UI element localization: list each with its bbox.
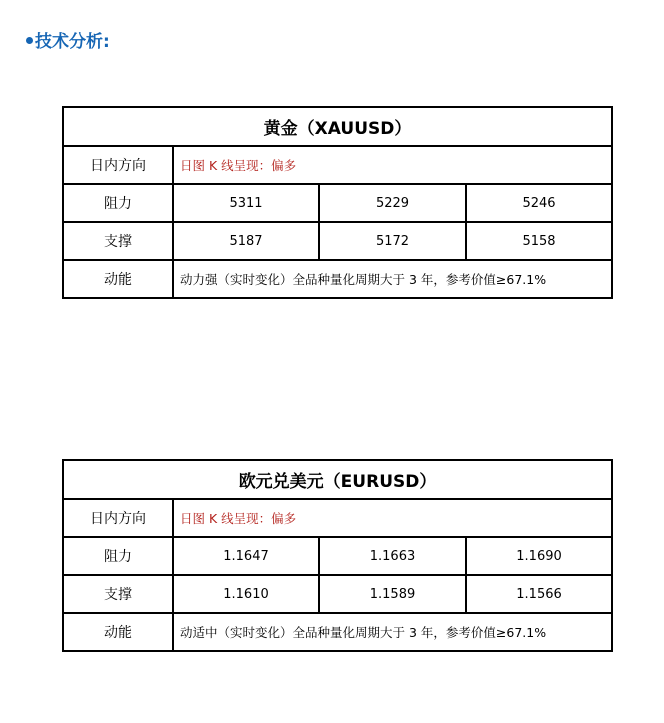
- direction-value: 日图 K 线呈现：偏多: [173, 499, 612, 537]
- table-row-resistance: [63, 184, 612, 222]
- row-label-support: 支撑: [63, 575, 173, 613]
- table-row-momentum: [63, 260, 612, 298]
- table-row-momentum: [63, 613, 612, 651]
- resistance-value-1: 1.1647: [173, 537, 319, 575]
- table-title: 欧元兑美元（EURUSD）: [63, 460, 612, 499]
- support-value-3: 1.1566: [466, 575, 612, 613]
- row-label-direction: 日内方向: [63, 146, 173, 184]
- row-label-direction: 日内方向: [63, 499, 173, 537]
- resistance-value-1: 5311: [173, 184, 319, 222]
- table-row-direction: [63, 499, 612, 537]
- section-heading: [26, 31, 110, 53]
- support-value-1: 5187: [173, 222, 319, 260]
- row-label-resistance: 阻力: [63, 184, 173, 222]
- row-label-resistance: 阻力: [63, 537, 173, 575]
- section-heading-text: 技术分析:: [35, 32, 110, 52]
- support-value-2: 5172: [319, 222, 466, 260]
- table-title-row: [63, 460, 612, 499]
- momentum-value: 动适中（实时变化）全品种量化周期大于 3 年，参考价值≥67.1%: [173, 613, 612, 651]
- table-row-support: [63, 222, 612, 260]
- support-value-3: 5158: [466, 222, 612, 260]
- table-row-direction: [63, 146, 612, 184]
- row-label-momentum: 动能: [63, 613, 173, 651]
- direction-value: 日图 K 线呈现：偏多: [173, 146, 612, 184]
- table-title-row: [63, 107, 612, 146]
- resistance-value-2: 1.1663: [319, 537, 466, 575]
- table-row-support: [63, 575, 612, 613]
- eurusd-analysis-table: [62, 459, 613, 652]
- gold-analysis-table: [62, 106, 613, 299]
- support-value-1: 1.1610: [173, 575, 319, 613]
- resistance-value-3: 1.1690: [466, 537, 612, 575]
- bullet-icon: [26, 37, 33, 44]
- support-value-2: 1.1589: [319, 575, 466, 613]
- resistance-value-2: 5229: [319, 184, 466, 222]
- row-label-momentum: 动能: [63, 260, 173, 298]
- table-title: 黄金（XAUUSD）: [63, 107, 612, 146]
- momentum-value: 动力强（实时变化）全品种量化周期大于 3 年，参考价值≥67.1%: [173, 260, 612, 298]
- resistance-value-3: 5246: [466, 184, 612, 222]
- row-label-support: 支撑: [63, 222, 173, 260]
- table-row-resistance: [63, 537, 612, 575]
